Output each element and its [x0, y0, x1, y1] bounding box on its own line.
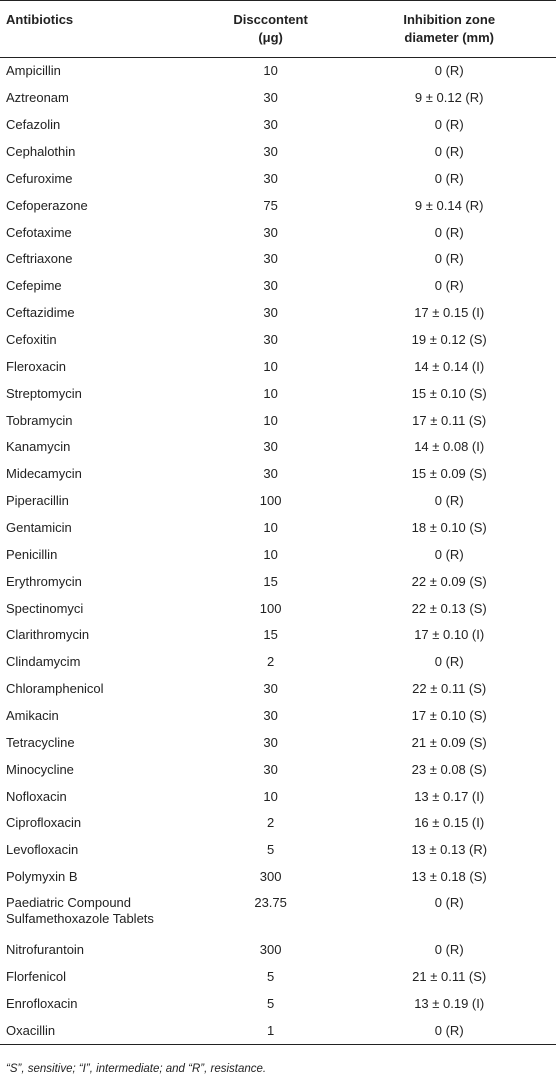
header-inhibition-zone: [342, 1, 556, 58]
cell-antibiotic: Amikacin: [6, 708, 59, 724]
cell-inhibition-zone: 13 ± 0.18 (S): [411, 869, 487, 885]
cell-disc-content: 15: [263, 573, 278, 589]
table-row: [0, 327, 556, 354]
cell-disc-content: 10: [263, 358, 278, 374]
cell-inhibition-zone: 15 ± 0.09 (S): [411, 466, 487, 482]
cell-antibiotic: Kanamycin: [6, 439, 71, 455]
cell-disc-content: 30: [263, 466, 278, 482]
cell-disc-content: 30: [263, 681, 278, 697]
table-row: [0, 622, 556, 649]
cell-antibiotic: Ceftriaxone: [6, 251, 73, 267]
cell-disc-content: 300: [259, 942, 282, 958]
table-header: [0, 1, 556, 58]
table-row: [0, 112, 556, 139]
cell-antibiotic: Cefepime: [6, 278, 62, 294]
cell-antibiotic: Ampicillin: [6, 63, 61, 79]
table-row: [0, 541, 556, 568]
table-body: [0, 58, 556, 1045]
cell-disc-content: 100: [259, 493, 282, 509]
table-row: [0, 139, 556, 166]
cell-antibiotic: Cefazolin: [6, 117, 61, 133]
header-disc-content-line2: (μg): [258, 30, 283, 45]
cell-antibiotic: Polymyxin B: [6, 869, 78, 885]
cell-disc-content: 23.75: [254, 894, 287, 910]
table-row: [0, 649, 556, 676]
cell-inhibition-zone: 14 ± 0.14 (I): [414, 358, 485, 374]
cell-inhibition-zone: 13 ± 0.19 (I): [414, 995, 485, 1011]
cell-antibiotic: Ceftazidime: [6, 305, 75, 321]
cell-antibiotic: Clarithromycin: [6, 627, 90, 643]
cell-inhibition-zone: 0 (R): [434, 654, 464, 670]
cell-inhibition-zone: 0 (R): [434, 63, 464, 79]
cell-inhibition-zone: 22 ± 0.09 (S): [411, 573, 487, 589]
cell-disc-content: 10: [263, 788, 278, 804]
cell-disc-content: 10: [263, 412, 278, 428]
cell-antibiotic: Cefotaxime: [6, 224, 72, 240]
header-disc-content: [199, 1, 343, 58]
cell-inhibition-zone: 22 ± 0.13 (S): [411, 600, 487, 616]
table-row: [0, 703, 556, 730]
cell-disc-content: 100: [259, 600, 282, 616]
cell-antibiotic: Streptomycin: [6, 385, 82, 401]
table-row: [0, 246, 556, 273]
table-row: [0, 990, 556, 1017]
cell-antibiotic: Chloramphenicol: [6, 681, 104, 697]
cell-antibiotic: Oxacillin: [0, 1017, 199, 1044]
cell-antibiotic: Aztreonam: [6, 90, 69, 106]
header-disc-content-line1: Disccontent: [233, 12, 308, 27]
cell-inhibition-zone: 14 ± 0.08 (I): [414, 439, 485, 455]
table-row: [0, 461, 556, 488]
table-row: [0, 756, 556, 783]
cell-inhibition-zone: 15 ± 0.10 (S): [411, 385, 487, 401]
table-row: [0, 165, 556, 192]
cell-antibiotic: Florfenicol: [6, 968, 66, 984]
table-row: [0, 515, 556, 542]
cell-disc-content: 30: [263, 278, 278, 294]
table-row: [0, 783, 556, 810]
cell-antibiotic: Midecamycin: [6, 466, 82, 482]
cell-antibiotic: Minocycline: [6, 761, 74, 777]
cell-antibiotic: Fleroxacin: [6, 358, 66, 374]
cell-inhibition-zone: 0 (R): [434, 493, 464, 509]
table-row: [0, 891, 556, 937]
cell-antibiotic: Nitrofurantoin: [6, 942, 85, 958]
cell-inhibition-zone: 0 (R): [434, 144, 464, 159]
cell-inhibition-zone: 0 (R): [434, 894, 464, 910]
table-row: [0, 488, 556, 515]
cell-disc-content: 300: [259, 869, 282, 885]
cell-antibiotic: Piperacillin: [6, 493, 69, 509]
table-row: [0, 964, 556, 991]
cell-inhibition-zone: 0 (R): [434, 278, 464, 294]
cell-antibiotic: Nofloxacin: [6, 788, 67, 804]
cell-inhibition-zone: 17 ± 0.10 (I): [414, 627, 485, 643]
cell-inhibition-zone: 17 ± 0.15 (I): [414, 305, 485, 321]
cell-disc-content: 30: [263, 439, 278, 455]
table-footnote: “S”, sensitive; “I”, intermediate; and “R”, resistance.: [6, 1063, 267, 1075]
cell-inhibition-zone: 16 ± 0.15 (I): [414, 815, 485, 831]
cell-inhibition-zone: 0 (R): [434, 546, 464, 562]
table-row: [0, 353, 556, 380]
cell-inhibition-zone: 22 ± 0.11 (S): [412, 681, 487, 697]
cell-antibiotic: Cefoperazone: [6, 197, 88, 213]
cell-antibiotic: Enrofloxacin: [6, 995, 78, 1011]
cell-disc-content: 30: [263, 117, 278, 133]
cell-antibiotic: Levofloxacin: [6, 842, 79, 858]
cell-disc-content: 10: [263, 520, 278, 536]
cell-antibiotic: Ciprofloxacin: [6, 815, 82, 831]
table-row: [0, 676, 556, 703]
cell-antibiotic: Erythromycin: [6, 573, 82, 589]
cell-inhibition-zone: 13 ± 0.13 (R): [411, 842, 488, 858]
table-row: [0, 58, 556, 85]
cell-inhibition-zone: 9 ± 0.14 (R): [414, 197, 484, 213]
cell-antibiotic: Tobramycin: [6, 412, 73, 428]
cell-antibiotic: Gentamicin: [6, 520, 72, 536]
cell-antibiotic: Tetracycline: [6, 734, 75, 750]
cell-disc-content: 30: [263, 90, 278, 106]
cell-inhibition-zone: 19 ± 0.12 (S): [411, 332, 487, 348]
cell-disc-content: 10: [263, 546, 278, 562]
cell-antibiotic: Cephalothin: [6, 144, 76, 159]
table-row: [0, 85, 556, 112]
table-row: [0, 434, 556, 461]
table-row: [0, 380, 556, 407]
cell-inhibition-zone: 0 (R): [434, 117, 464, 133]
cell-disc-content: 2: [267, 815, 275, 831]
table-row: [0, 568, 556, 595]
cell-inhibition-zone: 0 (R): [434, 170, 464, 186]
cell-disc-content: 30: [263, 332, 278, 348]
header-antibiotics-label: Antibiotics: [6, 12, 74, 27]
cell-disc-content: 5: [267, 968, 275, 984]
cell-disc-content: 30: [263, 144, 278, 159]
cell-disc-content: 10: [263, 385, 278, 401]
header-row: [0, 1, 556, 58]
cell-antibiotic: Penicillin: [6, 546, 58, 562]
cell-disc-content: 30: [263, 734, 278, 750]
cell-disc-content: 15: [263, 627, 278, 643]
cell-inhibition-zone: 0 (R): [434, 251, 464, 267]
table-row: [0, 729, 556, 756]
table-row: [0, 407, 556, 434]
cell-antibiotic-line2: Sulfamethoxazole Tablets: [6, 910, 154, 926]
cell-inhibition-zone: 17 ± 0.11 (S): [412, 412, 487, 428]
cell-inhibition-zone: 0 (R): [342, 1017, 556, 1044]
table-row: [0, 219, 556, 246]
cell-inhibition-zone: 9 ± 0.12 (R): [414, 90, 484, 106]
cell-antibiotic: Spectinomyci: [6, 600, 84, 616]
cell-disc-content: 30: [263, 170, 278, 186]
cell-antibiotic: Cefuroxime: [6, 170, 73, 186]
cell-antibiotic-line1: Paediatric Compound: [6, 894, 132, 910]
cell-antibiotic: Clindamycim: [6, 654, 81, 670]
cell-antibiotic: [0, 891, 199, 937]
cell-disc-content: 2: [267, 654, 275, 670]
table-row: [0, 192, 556, 219]
table-row: [0, 937, 556, 964]
cell-disc-content: 30: [263, 305, 278, 321]
cell-disc-content: 30: [263, 708, 278, 724]
cell-inhibition-zone: 21 ± 0.11 (S): [412, 968, 487, 984]
header-inhibition-line1: Inhibition zone: [403, 12, 496, 27]
cell-inhibition-zone: 18 ± 0.10 (S): [411, 520, 487, 536]
cell-inhibition-zone: 23 ± 0.08 (S): [411, 761, 487, 777]
table-row: [0, 810, 556, 837]
cell-disc-content: 75: [263, 197, 278, 213]
table-row: [0, 1017, 556, 1044]
table-row: [0, 837, 556, 864]
table-row: [0, 273, 556, 300]
cell-inhibition-zone: 17 ± 0.10 (S): [411, 708, 487, 724]
cell-disc-content: 30: [263, 761, 278, 777]
cell-disc-content: 5: [267, 842, 275, 858]
cell-inhibition-zone: 13 ± 0.17 (I): [414, 788, 485, 804]
table-row: [0, 300, 556, 327]
cell-disc-content: 10: [263, 63, 278, 79]
table-row: [0, 864, 556, 891]
table-row: [0, 595, 556, 622]
cell-disc-content: 1: [199, 1017, 343, 1044]
cell-inhibition-zone: 0 (R): [434, 942, 464, 958]
cell-inhibition-zone: 21 ± 0.09 (S): [411, 734, 487, 750]
cell-disc-content: 30: [263, 251, 278, 267]
cell-disc-content: 5: [267, 995, 275, 1011]
header-inhibition-line2: diameter (mm): [404, 30, 494, 45]
header-antibiotics: [0, 1, 199, 58]
cell-disc-content: 30: [263, 224, 278, 240]
cell-inhibition-zone: 0 (R): [434, 224, 464, 240]
cell-antibiotic: Cefoxitin: [6, 332, 57, 348]
